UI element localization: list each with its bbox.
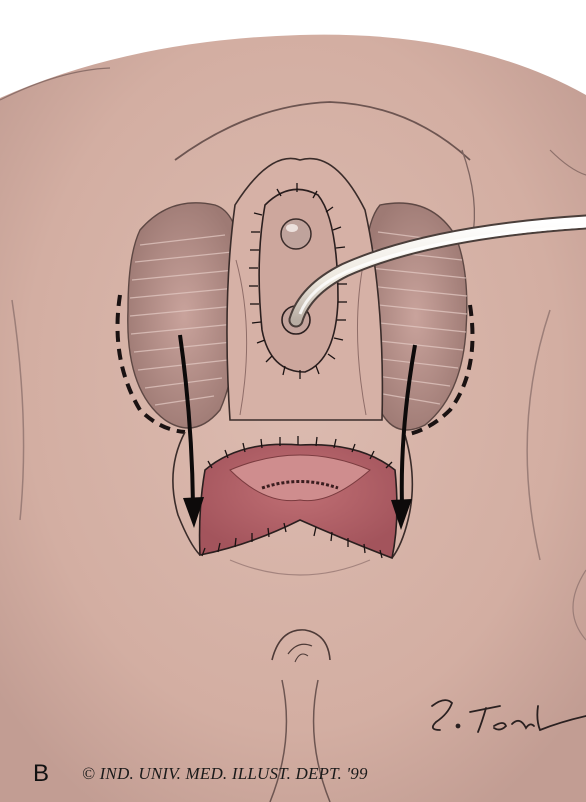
panel-label: B bbox=[33, 760, 50, 787]
clitoris bbox=[281, 219, 311, 249]
clitoris-highlight bbox=[286, 224, 298, 232]
left-labia bbox=[128, 203, 241, 428]
copyright-notice: © IND. UNIV. MED. ILLUST. DEPT. '99 bbox=[82, 764, 368, 783]
